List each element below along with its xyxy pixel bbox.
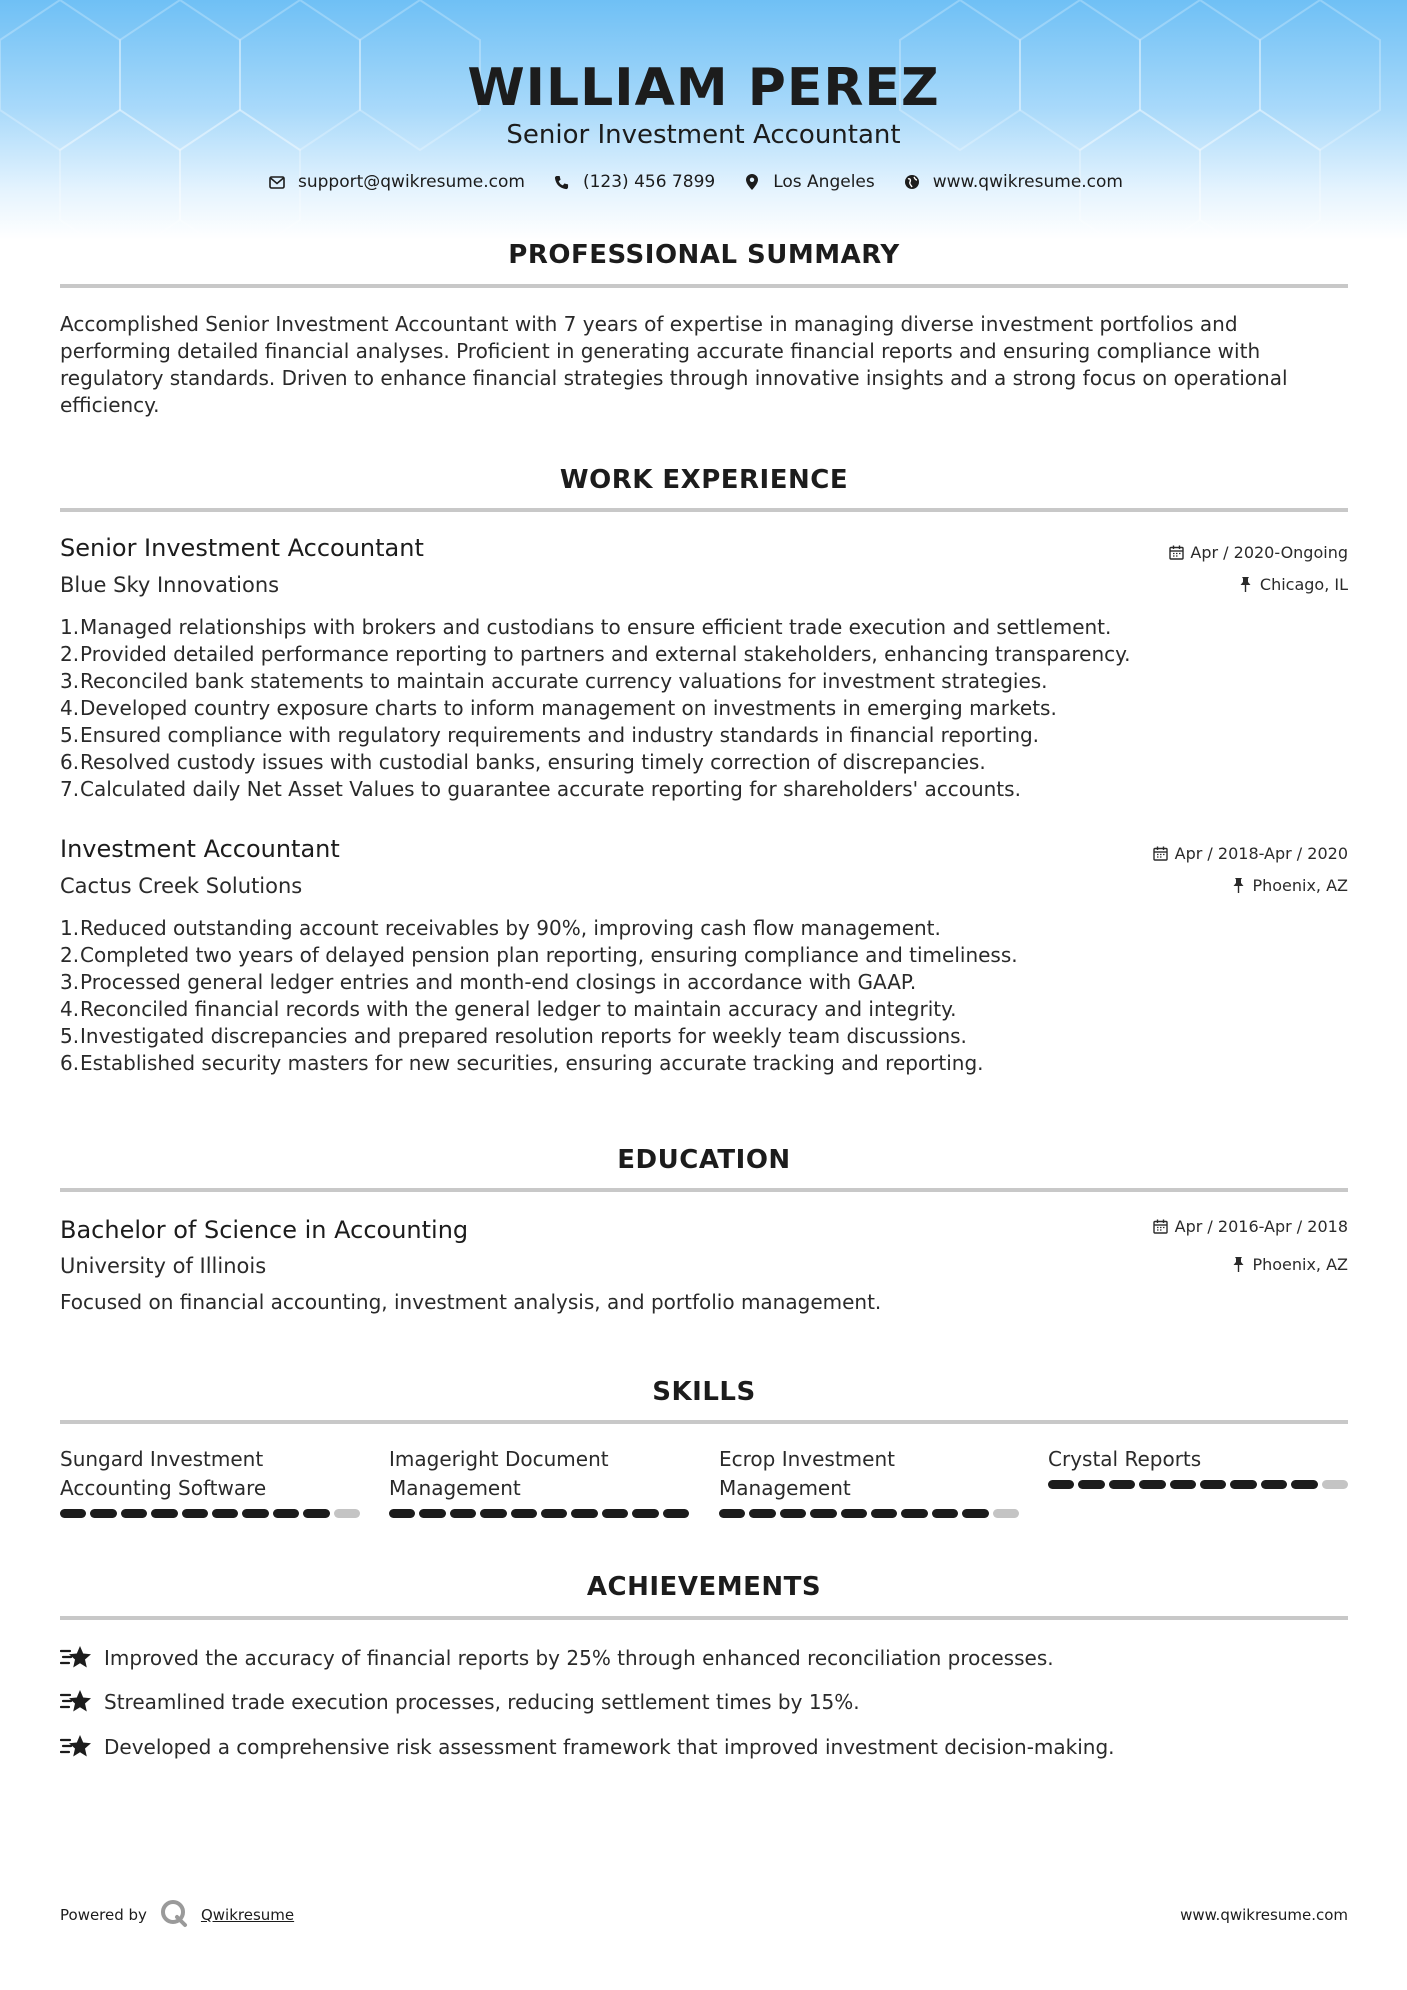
star-icon: [60, 1644, 92, 1672]
job-bullet-list: [60, 614, 1348, 803]
job-title: Senior Investment Accountant: [60, 534, 424, 562]
skill-segment-filled: [719, 1509, 745, 1518]
skill-segment-filled: [932, 1509, 958, 1518]
job-dates: [1153, 844, 1348, 863]
skill-segment-filled: [303, 1509, 329, 1518]
skill-segment-filled: [212, 1509, 238, 1518]
skill-segment-filled: [1230, 1480, 1256, 1489]
job-location: [1238, 575, 1348, 594]
contact-website[interactable]: www.qwikresume.com: [932, 172, 1123, 192]
skill-segment-filled: [1291, 1480, 1317, 1489]
skill-segment-filled: [121, 1509, 147, 1518]
skill-item: [389, 1445, 689, 1518]
degree-title: Bachelor of Science in Accounting: [60, 1216, 469, 1244]
skill-segment-filled: [841, 1509, 867, 1518]
skill-level-bar: [1048, 1480, 1348, 1489]
skill-segment-filled: [780, 1509, 806, 1518]
skill-segment-empty: [993, 1509, 1019, 1518]
job-dates-text: Apr / 2018-Apr / 2020: [1174, 844, 1348, 863]
education-dates: [1153, 1217, 1348, 1236]
achievements-heading: ACHIEVEMENTS: [586, 1572, 822, 1602]
pushpin-icon: [1230, 1257, 1246, 1273]
skill-segment-filled: [810, 1509, 836, 1518]
skill-segment-filled: [1261, 1480, 1287, 1489]
achievement-text: Streamlined trade execution processes, reducing settlement times by 15%.: [104, 1690, 860, 1714]
skill-segment-filled: [60, 1509, 86, 1518]
skill-level-bar: [60, 1509, 360, 1518]
candidate-name: WILLIAM PEREZ: [467, 58, 940, 118]
achievement-item: [60, 1644, 1054, 1672]
skills-divider: [60, 1420, 1348, 1424]
skill-name: Sungard Investment: [60, 1447, 264, 1471]
list-item: 5. Ensured compliance with regulatory requirements and industry standards in financial reporting.: [60, 723, 1040, 747]
job-location: [1230, 876, 1348, 895]
summary-heading: PROFESSIONAL SUMMARY: [508, 240, 900, 270]
skill-segment-filled: [663, 1509, 689, 1518]
list-item: 5. Investigated discrepancies and prepared resolution reports for weekly team discussions.: [60, 1024, 967, 1048]
skill-item: [60, 1445, 360, 1518]
globe-icon: [903, 173, 921, 191]
calendar-icon: [1153, 1219, 1169, 1235]
skill-segment-filled: [242, 1509, 268, 1518]
envelope-icon: [268, 173, 286, 191]
pushpin-icon: [1230, 878, 1246, 894]
list-item: 3. Reconciled bank statements to maintain accurate currency valuations for investment strategies.: [60, 669, 1048, 693]
job-dates-text: Apr / 2020-Ongoing: [1190, 543, 1348, 562]
job-company: Blue Sky Innovations: [60, 573, 280, 597]
skill-segment-filled: [273, 1509, 299, 1518]
job-company: Cactus Creek Solutions: [60, 874, 303, 898]
education-heading: EDUCATION: [617, 1145, 791, 1175]
list-item: 1. Reduced outstanding account receivables by 90%, improving cash flow management.: [60, 916, 941, 940]
job-dates: [1168, 543, 1348, 562]
skills-heading: SKILLS: [652, 1377, 756, 1407]
map-marker-icon: [743, 173, 761, 191]
skill-segment-filled: [962, 1509, 988, 1518]
experience-heading: WORK EXPERIENCE: [559, 465, 849, 495]
footer-powered-by: [60, 1898, 294, 1932]
list-item: 7. Calculated daily Net Asset Values to guarantee accurate reporting for shareholders' accounts.: [60, 777, 1021, 801]
achievement-text: Improved the accuracy of financial reports by 25% through enhanced reconciliation processes.: [104, 1646, 1054, 1670]
education-description: Focused on financial accounting, investment analysis, and portfolio management.: [60, 1290, 882, 1314]
skill-name: Imageright Document: [389, 1447, 609, 1471]
skill-segment-filled: [511, 1509, 537, 1518]
skill-segment-filled: [480, 1509, 506, 1518]
skill-segment-filled: [151, 1509, 177, 1518]
skill-item: [719, 1445, 1019, 1518]
skill-name-line2: Management: [389, 1476, 521, 1500]
star-icon: [60, 1733, 92, 1761]
skill-segment-filled: [1139, 1480, 1165, 1489]
skill-segment-filled: [901, 1509, 927, 1518]
education-divider: [60, 1188, 1348, 1192]
resume-header: [0, 0, 1407, 240]
summary-divider: [60, 284, 1348, 288]
skill-segment-filled: [450, 1509, 476, 1518]
skill-name-line2: Management: [719, 1476, 851, 1500]
skill-segment-filled: [419, 1509, 445, 1518]
skill-segment-filled: [1109, 1480, 1135, 1489]
achievement-item: [60, 1733, 1115, 1761]
education-dates-text: Apr / 2016-Apr / 2018: [1174, 1217, 1348, 1236]
qwikresume-logo-icon: [159, 1898, 189, 1932]
skill-segment-filled: [632, 1509, 658, 1518]
list-item: 6. Established security masters for new securities, ensuring accurate tracking and reporting.: [60, 1051, 984, 1075]
skill-name: Crystal Reports: [1048, 1447, 1202, 1471]
candidate-title: Senior Investment Accountant: [506, 120, 901, 150]
skill-segment-filled: [1170, 1480, 1196, 1489]
skill-level-bar: [389, 1509, 689, 1518]
skill-segment-empty: [334, 1509, 360, 1518]
skill-segment-filled: [871, 1509, 897, 1518]
contact-location: Los Angeles: [773, 172, 875, 192]
experience-divider: [60, 508, 1348, 512]
summary-text: Accomplished Senior Investment Accountant with 7 years of expertise in managing diverse investment portfolios and performing detailed financial analyses. Proficient in generating accurate financial reports and ensuring compliance with regulatory standards. Driven to enhance financial strategies through innovative insights and a strong focus on operational efficiency.: [60, 312, 1288, 417]
achievements-divider: [60, 1616, 1348, 1620]
education-location-text: Phoenix, AZ: [1252, 1255, 1348, 1274]
skill-segment-filled: [1078, 1480, 1104, 1489]
list-item: 4. Developed country exposure charts to inform management on investments in emerging markets.: [60, 696, 1057, 720]
list-item: 6. Resolved custody issues with custodial banks, ensuring timely correction of discrepancies.: [60, 750, 986, 774]
achievement-text: Developed a comprehensive risk assessment framework that improved investment decision-making.: [104, 1735, 1115, 1759]
skill-segment-empty: [1322, 1480, 1348, 1489]
calendar-icon: [1153, 846, 1169, 862]
skill-segment-filled: [571, 1509, 597, 1518]
skill-name: Ecrop Investment: [719, 1447, 895, 1471]
skill-segment-filled: [749, 1509, 775, 1518]
list-item: 4. Reconciled financial records with the general ledger to maintain accuracy and integrity.: [60, 997, 957, 1021]
skill-segment-filled: [1048, 1480, 1074, 1489]
skill-segment-filled: [1200, 1480, 1226, 1489]
star-icon: [60, 1688, 92, 1716]
skill-level-bar: [719, 1509, 1019, 1518]
skill-segment-filled: [389, 1509, 415, 1518]
education-location: [1230, 1255, 1348, 1274]
calendar-icon: [1168, 545, 1184, 561]
skill-name-line2: Accounting Software: [60, 1476, 267, 1500]
achievement-item: [60, 1688, 860, 1716]
job-title: Investment Accountant: [60, 835, 340, 863]
list-item: 2. Provided detailed performance reporting to partners and external stakeholders, enhancing transparency.: [60, 642, 1131, 666]
skill-segment-filled: [182, 1509, 208, 1518]
skill-segment-filled: [90, 1509, 116, 1518]
footer-website[interactable]: www.qwikresume.com: [1180, 1906, 1348, 1924]
job-location-text: Chicago, IL: [1259, 575, 1348, 594]
contact-email[interactable]: support@qwikresume.com: [298, 172, 525, 192]
qwikresume-link[interactable]: Qwikresume: [200, 1906, 295, 1924]
contact-row: [0, 172, 1407, 192]
skill-segment-filled: [541, 1509, 567, 1518]
job-location-text: Phoenix, AZ: [1252, 876, 1348, 895]
powered-by-label: Powered by: [60, 1906, 147, 1924]
list-item: 2. Completed two years of delayed pension plan reporting, ensuring compliance and timeliness.: [60, 943, 1018, 967]
pushpin-icon: [1238, 577, 1254, 593]
skill-item: [1048, 1445, 1348, 1489]
school-name: University of Illinois: [60, 1254, 267, 1278]
job-bullet-list: [60, 915, 1348, 1077]
contact-phone[interactable]: (123) 456 7899: [582, 172, 716, 192]
list-item: 3. Processed general ledger entries and month-end closings in accordance with GAAP.: [60, 970, 917, 994]
list-item: 1. Managed relationships with brokers and custodians to ensure efficient trade execution and settlement.: [60, 615, 1112, 639]
phone-icon: [553, 173, 571, 191]
skill-segment-filled: [602, 1509, 628, 1518]
